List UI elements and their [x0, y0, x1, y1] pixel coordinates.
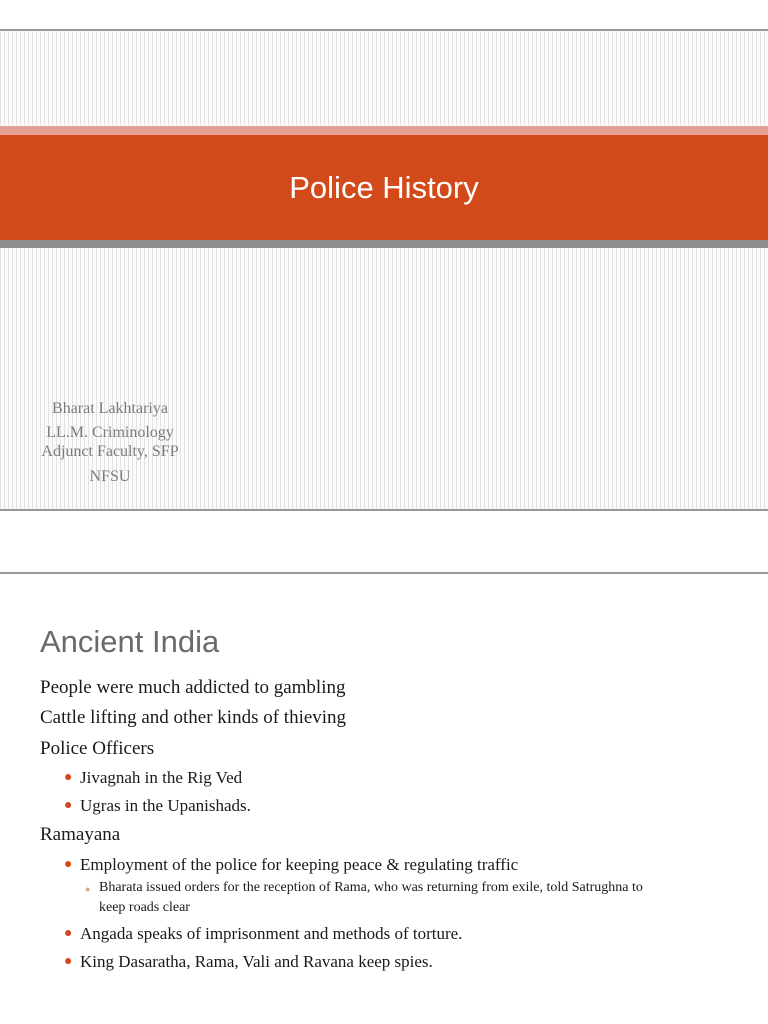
bullet-text: Police Officers — [40, 738, 155, 759]
bullet-dot: ● — [64, 926, 73, 941]
title-band-shadow — [0, 240, 768, 248]
bullet-text: Ramayana — [40, 824, 121, 845]
bullet-text: People were much addicted to gambling — [40, 677, 346, 698]
bullet-text: Jivagnah in the Rig Ved — [80, 768, 243, 787]
author-position: Adjunct Faculty, SFP — [41, 443, 179, 460]
bullet-dot: ● — [64, 770, 73, 785]
author-name: Bharat Lakhtariya — [52, 400, 168, 417]
bullet-text: Cattle lifting and other kinds of thieving — [40, 707, 347, 728]
bullet-text: King Dasaratha, Rama, Vali and Ravana keep spies. — [80, 952, 433, 971]
bullet-dot: ● — [64, 857, 73, 872]
slide-heading: Ancient India — [40, 624, 220, 659]
sub-bullet-text: keep roads clear — [99, 900, 190, 915]
title-slide — [0, 29, 768, 511]
sub-bullet-text: Bharata issued orders for the reception of Rama, who was returning from exile, told Satrughna to — [99, 880, 643, 895]
title-band-accent — [0, 126, 768, 135]
sub-bullet-dot: ● — [85, 884, 91, 894]
author-institution: NFSU — [89, 468, 131, 485]
bullet-dot: ● — [64, 954, 73, 969]
bullet-text: Ugras in the Upanishads. — [80, 796, 251, 815]
author-degree: LL.M. Criminology — [46, 424, 174, 441]
bullet-dot: ● — [64, 798, 73, 813]
slide-title: Police History — [289, 169, 479, 205]
bullet-text: Employment of the police for keeping peace & regulating traffic — [80, 855, 519, 874]
content-slide — [0, 572, 768, 1024]
bullet-text: Angada speaks of imprisonment and methods of torture. — [80, 924, 463, 943]
